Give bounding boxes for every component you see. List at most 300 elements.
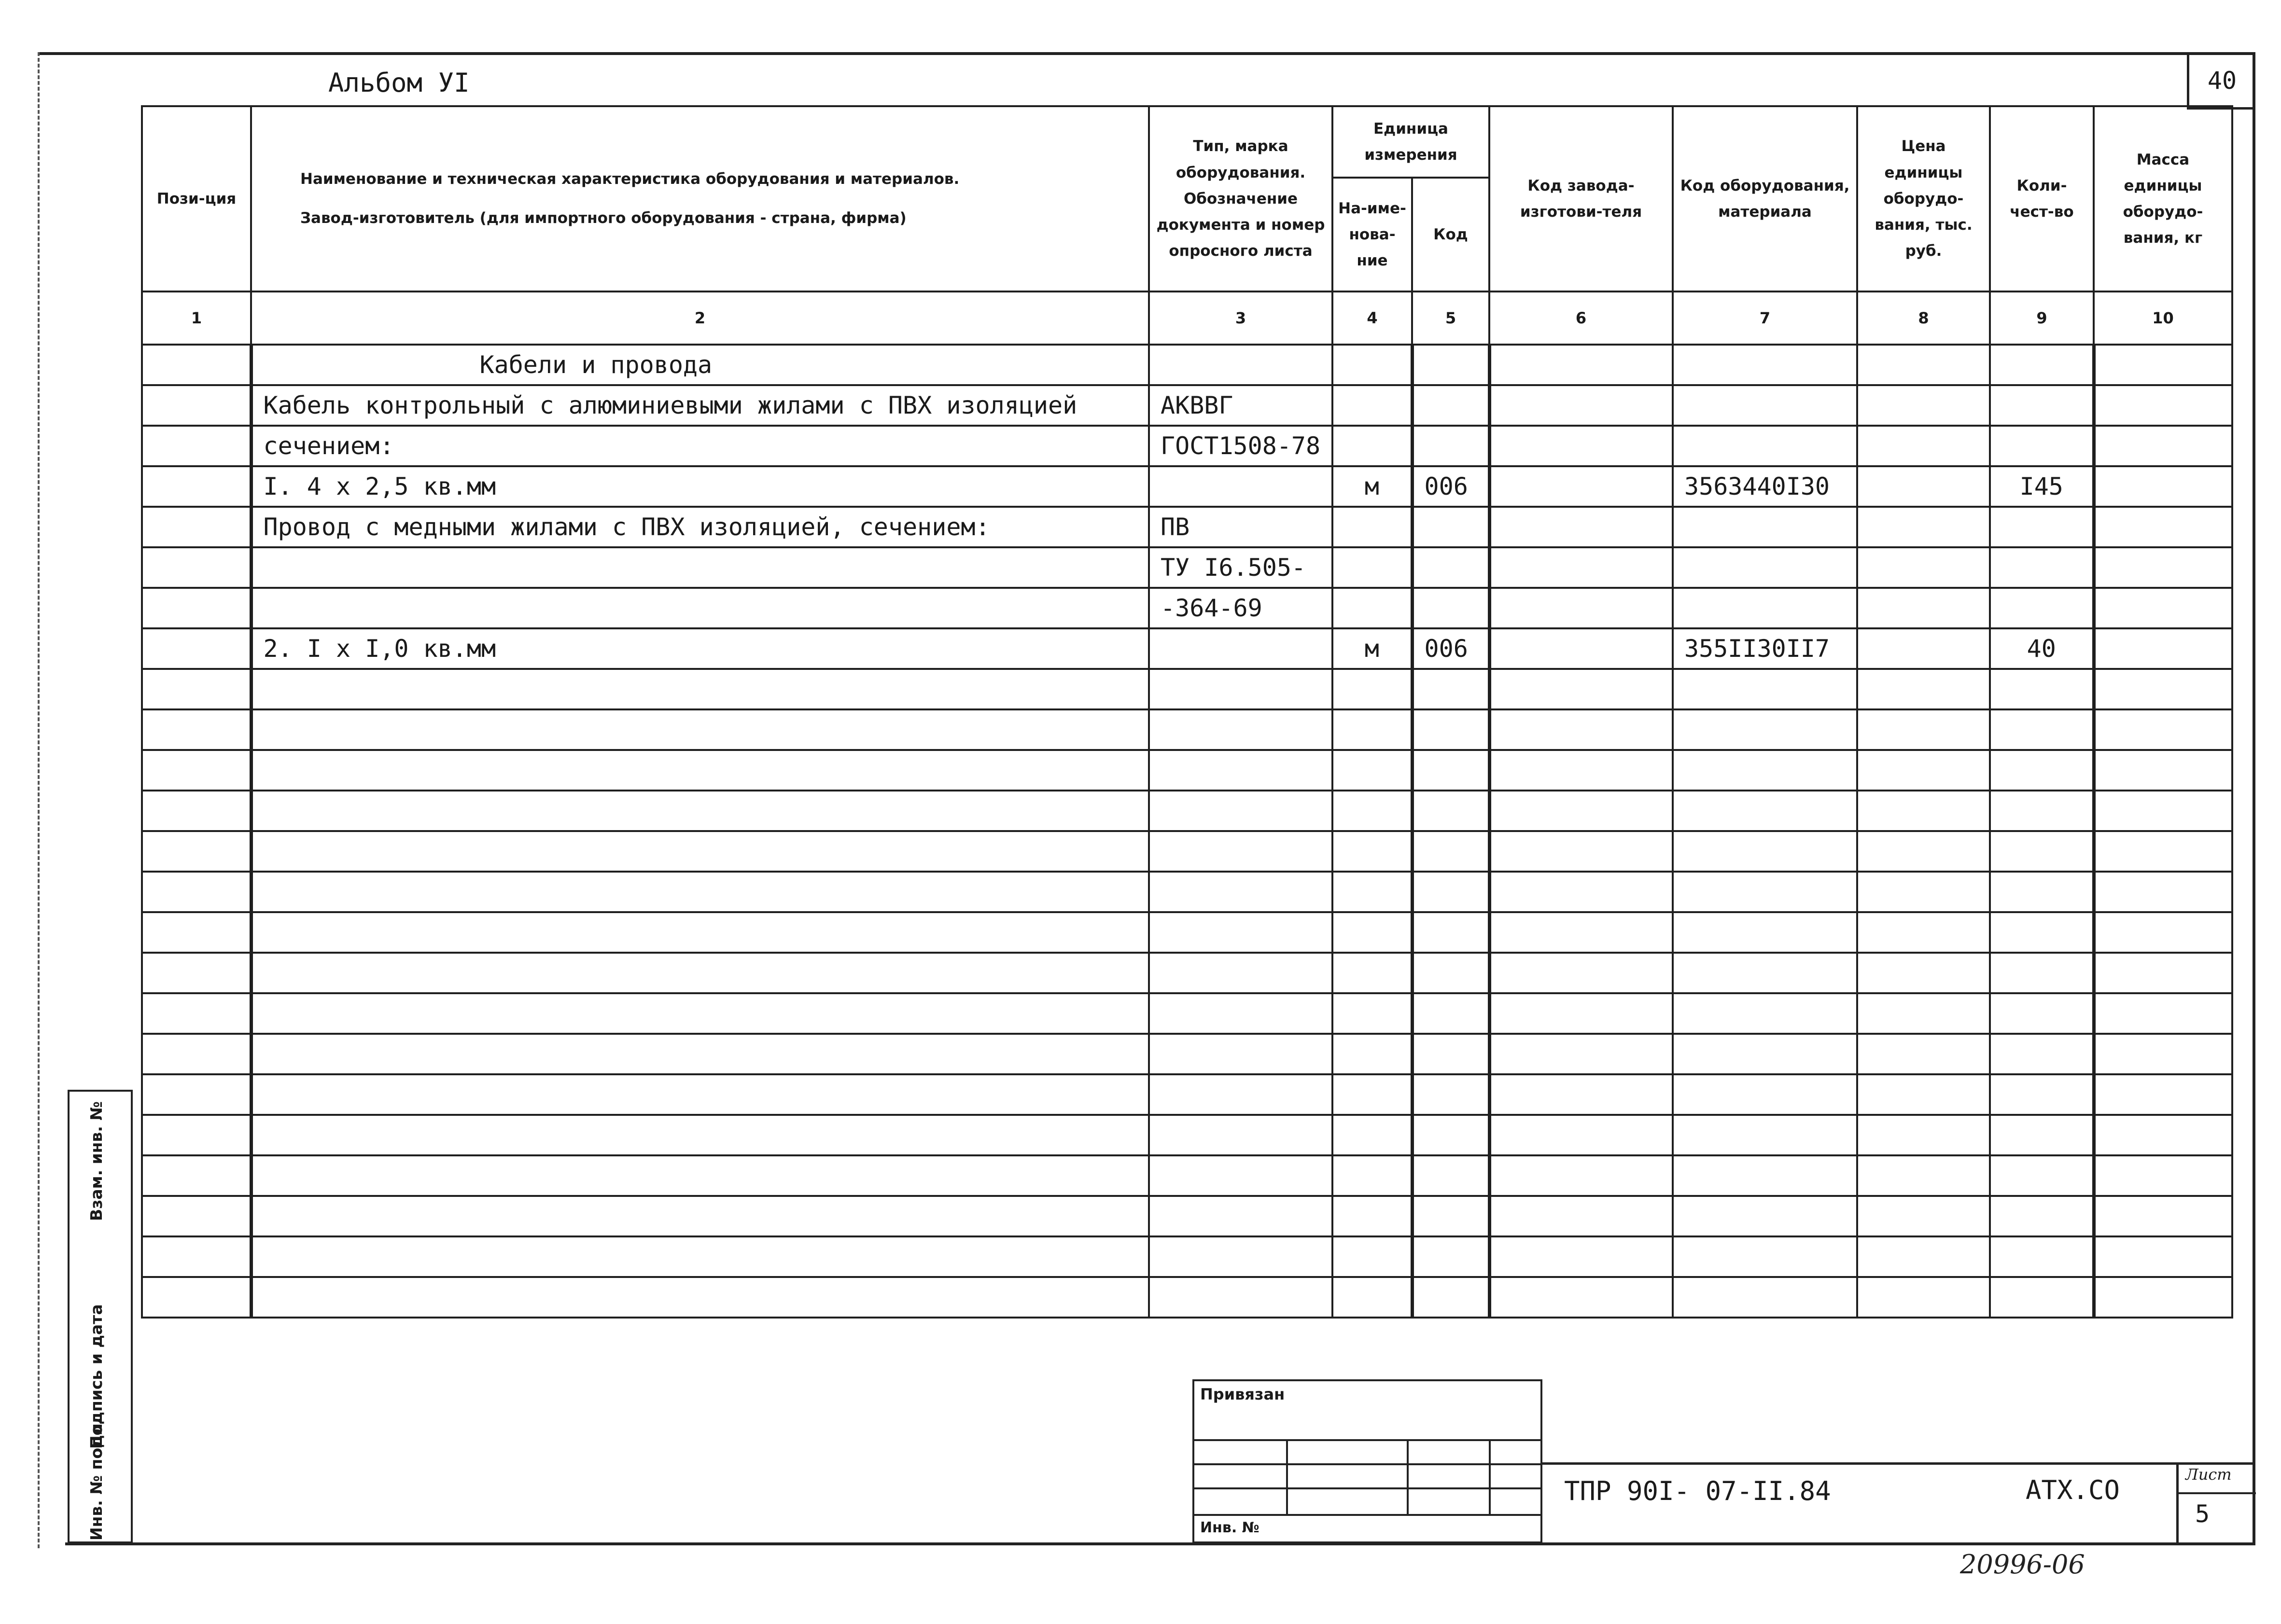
table-cell bbox=[1489, 750, 1673, 791]
table-cell bbox=[1149, 345, 1332, 385]
table-cell: Кабели и провода bbox=[251, 345, 1149, 385]
table-cell bbox=[142, 750, 251, 791]
table-cell bbox=[251, 669, 1149, 709]
title-block-line bbox=[1542, 1462, 2253, 1465]
table-cell bbox=[1673, 1196, 1857, 1236]
table-cell bbox=[2094, 385, 2232, 426]
table-cell bbox=[1489, 669, 1673, 709]
table-cell: сечением: bbox=[251, 426, 1149, 466]
table-cell bbox=[251, 831, 1149, 872]
table-cell bbox=[1673, 1074, 1857, 1115]
table-cell bbox=[1412, 1277, 1489, 1318]
table-row bbox=[142, 669, 2232, 709]
album-title: Альбом УI bbox=[328, 68, 470, 98]
stamp-line bbox=[1489, 1439, 1491, 1514]
table-cell bbox=[1990, 426, 2094, 466]
table-cell bbox=[1332, 1115, 1412, 1155]
header-quantity: Коли-чест-во bbox=[1990, 106, 2094, 291]
table-cell bbox=[1673, 1155, 1857, 1196]
column-number: 7 bbox=[1673, 291, 1857, 345]
table-cell bbox=[1489, 628, 1673, 669]
table-cell bbox=[1857, 750, 1990, 791]
table-row bbox=[142, 345, 2232, 385]
table-cell bbox=[1673, 791, 1857, 831]
table-cell bbox=[1149, 1236, 1332, 1277]
table-cell bbox=[142, 588, 251, 628]
table-cell bbox=[1149, 1034, 1332, 1074]
table-cell: 006 bbox=[1412, 628, 1489, 669]
sheet-box bbox=[2176, 1462, 2253, 1544]
table-cell bbox=[1489, 872, 1673, 912]
table-cell bbox=[142, 547, 251, 588]
table-cell: I. 4 х 2,5 кв.мм bbox=[251, 466, 1149, 507]
table-cell bbox=[2094, 507, 2232, 547]
table-cell bbox=[1857, 628, 1990, 669]
table-cell bbox=[1332, 872, 1412, 912]
table-cell bbox=[1149, 912, 1332, 953]
table-cell bbox=[1990, 507, 2094, 547]
table-cell bbox=[1412, 912, 1489, 953]
table-row bbox=[142, 1196, 2232, 1236]
table-row bbox=[142, 709, 2232, 750]
column-number: 2 bbox=[251, 291, 1149, 345]
table-cell bbox=[1332, 669, 1412, 709]
table-cell bbox=[1332, 385, 1412, 426]
table-cell bbox=[1673, 1277, 1857, 1318]
table-cell bbox=[1489, 1155, 1673, 1196]
table-cell bbox=[1673, 993, 1857, 1034]
table-cell bbox=[1149, 1074, 1332, 1115]
table-cell bbox=[1489, 953, 1673, 993]
table-cell bbox=[1673, 547, 1857, 588]
table-cell bbox=[1857, 1277, 1990, 1318]
stamp-line bbox=[1286, 1439, 1288, 1514]
table-cell bbox=[1857, 669, 1990, 709]
table-cell bbox=[251, 709, 1149, 750]
table-cell bbox=[1332, 912, 1412, 953]
table-cell bbox=[1857, 1034, 1990, 1074]
table-cell bbox=[1857, 953, 1990, 993]
table-cell bbox=[1149, 791, 1332, 831]
table-cell bbox=[2094, 1196, 2232, 1236]
table-cell bbox=[1673, 872, 1857, 912]
table-cell bbox=[1412, 993, 1489, 1034]
table-cell bbox=[142, 872, 251, 912]
table-cell bbox=[2094, 750, 2232, 791]
table-cell bbox=[1489, 831, 1673, 872]
table-cell bbox=[2094, 831, 2232, 872]
table-cell bbox=[142, 1034, 251, 1074]
column-number: 6 bbox=[1489, 291, 1673, 345]
table-cell bbox=[1332, 507, 1412, 547]
table-cell bbox=[1412, 872, 1489, 912]
table-cell bbox=[251, 750, 1149, 791]
table-header-row bbox=[142, 106, 2232, 178]
specification-table bbox=[141, 105, 2233, 1319]
table-cell bbox=[251, 1115, 1149, 1155]
table-cell bbox=[142, 953, 251, 993]
table-cell bbox=[142, 912, 251, 953]
table-cell bbox=[1857, 831, 1990, 872]
table-cell bbox=[1990, 831, 2094, 872]
table-cell bbox=[1332, 426, 1412, 466]
table-cell bbox=[1673, 709, 1857, 750]
table-cell bbox=[1412, 1074, 1489, 1115]
table-cell bbox=[1149, 872, 1332, 912]
sheet-box-divider bbox=[2179, 1492, 2256, 1494]
table-cell bbox=[1412, 1034, 1489, 1074]
table-cell bbox=[1489, 791, 1673, 831]
table-cell bbox=[1489, 588, 1673, 628]
table-row bbox=[142, 750, 2232, 791]
table-cell bbox=[1990, 1196, 2094, 1236]
side-stamp-strip bbox=[68, 1090, 133, 1543]
table-cell bbox=[1990, 953, 2094, 993]
table-cell bbox=[1990, 1034, 2094, 1074]
table-cell bbox=[251, 912, 1149, 953]
document-designation: АТХ.СО bbox=[2026, 1475, 2120, 1505]
table-cell bbox=[1412, 426, 1489, 466]
table-cell bbox=[142, 993, 251, 1034]
table-cell bbox=[1412, 345, 1489, 385]
table-cell bbox=[1149, 1115, 1332, 1155]
table-cell bbox=[1990, 1074, 2094, 1115]
page-number: 40 bbox=[2187, 54, 2255, 110]
header-type: Тип, марка оборудования. Обозначение документа и номер опросного листа bbox=[1149, 106, 1332, 291]
header-name-line1: Наименование и техническая характеристика оборудования и материалов. bbox=[300, 170, 960, 188]
table-cell bbox=[142, 426, 251, 466]
table-cell: 3563440I30 bbox=[1673, 466, 1857, 507]
table-cell bbox=[142, 1277, 251, 1318]
table-cell bbox=[1990, 750, 2094, 791]
table-cell bbox=[1857, 507, 1990, 547]
table-cell bbox=[2094, 993, 2232, 1034]
table-row bbox=[142, 588, 2232, 628]
table-row bbox=[142, 1034, 2232, 1074]
table-cell bbox=[1673, 1115, 1857, 1155]
table-cell bbox=[1857, 709, 1990, 750]
table-cell bbox=[1149, 750, 1332, 791]
table-cell bbox=[2094, 1236, 2232, 1277]
table-cell bbox=[1149, 1277, 1332, 1318]
table-cell bbox=[2094, 588, 2232, 628]
table-cell bbox=[1332, 831, 1412, 872]
table-cell bbox=[1489, 1115, 1673, 1155]
table-cell bbox=[2094, 547, 2232, 588]
table-cell bbox=[142, 628, 251, 669]
table-cell bbox=[251, 1196, 1149, 1236]
table-cell bbox=[2094, 791, 2232, 831]
table-cell bbox=[142, 1155, 251, 1196]
table-cell bbox=[2094, 1277, 2232, 1318]
table-cell: ГОСТ1508-78 bbox=[1149, 426, 1332, 466]
table-cell bbox=[1412, 750, 1489, 791]
table-cell bbox=[1489, 1236, 1673, 1277]
table-cell bbox=[251, 953, 1149, 993]
frame-right-border bbox=[2253, 52, 2255, 1543]
table-cell bbox=[1412, 1155, 1489, 1196]
table-cell: ПВ bbox=[1149, 507, 1332, 547]
table-cell bbox=[1990, 912, 2094, 953]
header-mass: Масса единицы оборудо-вания, кг bbox=[2094, 106, 2232, 291]
table-cell bbox=[2094, 1155, 2232, 1196]
table-cell bbox=[2094, 669, 2232, 709]
table-cell bbox=[251, 872, 1149, 912]
header-name-line2: Завод-изготовитель (для импортного оборудования - страна, фирма) bbox=[300, 209, 907, 227]
table-cell bbox=[1412, 791, 1489, 831]
header-equipment-code: Код оборудования, материала bbox=[1673, 106, 1857, 291]
table-cell bbox=[1412, 588, 1489, 628]
table-cell bbox=[1412, 831, 1489, 872]
table-cell bbox=[1990, 385, 2094, 426]
binding-stamp bbox=[1192, 1379, 1542, 1543]
document-code: ТПР 90I- 07-II.84 bbox=[1564, 1476, 1831, 1506]
table-cell bbox=[1332, 345, 1412, 385]
table-cell bbox=[1412, 1115, 1489, 1155]
table-cell bbox=[1990, 1277, 2094, 1318]
table-cell bbox=[2094, 466, 2232, 507]
table-cell bbox=[1149, 466, 1332, 507]
table-cell bbox=[1857, 1155, 1990, 1196]
table-cell bbox=[1990, 1115, 2094, 1155]
table-cell bbox=[1332, 1277, 1412, 1318]
table-cell bbox=[142, 791, 251, 831]
table-cell bbox=[142, 669, 251, 709]
table-cell bbox=[1990, 993, 2094, 1034]
table-row bbox=[142, 1115, 2232, 1155]
table-cell: 40 bbox=[1990, 628, 2094, 669]
header-unit-group: Единица измерения bbox=[1332, 106, 1489, 178]
stamp-inv-label: Инв. № bbox=[1200, 1519, 1259, 1536]
table-cell bbox=[1673, 669, 1857, 709]
table-cell bbox=[1990, 791, 2094, 831]
table-cell bbox=[142, 1196, 251, 1236]
table-cell bbox=[251, 1074, 1149, 1115]
table-row bbox=[142, 628, 2232, 669]
table-row bbox=[142, 993, 2232, 1034]
table-cell bbox=[1857, 993, 1990, 1034]
table-cell bbox=[1673, 426, 1857, 466]
side-label-replace-inv: Взам. инв. № bbox=[87, 1101, 106, 1221]
table-cell bbox=[1489, 466, 1673, 507]
table-cell bbox=[1412, 385, 1489, 426]
table-cell bbox=[2094, 872, 2232, 912]
table-cell bbox=[1489, 1277, 1673, 1318]
table-cell bbox=[142, 345, 251, 385]
table-cell: Провод с медными жилами с ПВХ изоляцией, сечением: bbox=[251, 507, 1149, 547]
table-cell bbox=[1489, 912, 1673, 953]
table-cell bbox=[1489, 993, 1673, 1034]
table-cell bbox=[2094, 345, 2232, 385]
table-cell bbox=[1857, 385, 1990, 426]
table-cell bbox=[1857, 1236, 1990, 1277]
table-row bbox=[142, 1277, 2232, 1318]
table-cell bbox=[1489, 1074, 1673, 1115]
table-cell bbox=[1673, 912, 1857, 953]
column-number: 10 bbox=[2094, 291, 2232, 345]
table-cell bbox=[1990, 547, 2094, 588]
table-cell bbox=[1857, 1115, 1990, 1155]
table-cell bbox=[1412, 669, 1489, 709]
frame-top-border bbox=[38, 52, 2253, 55]
table-cell bbox=[1990, 709, 2094, 750]
table-cell bbox=[142, 831, 251, 872]
table-cell bbox=[251, 1277, 1149, 1318]
table-cell bbox=[142, 1236, 251, 1277]
table-cell bbox=[251, 993, 1149, 1034]
table-cell bbox=[1332, 1034, 1412, 1074]
table-cell bbox=[1673, 750, 1857, 791]
table-row bbox=[142, 953, 2232, 993]
table-row bbox=[142, 1074, 2232, 1115]
stamp-line bbox=[1407, 1439, 1409, 1514]
table-cell bbox=[1412, 507, 1489, 547]
table-cell: 2. I х I,0 кв.мм bbox=[251, 628, 1149, 669]
table-cell bbox=[1857, 426, 1990, 466]
table-cell bbox=[1332, 953, 1412, 993]
table-row bbox=[142, 1236, 2232, 1277]
column-number-row bbox=[142, 291, 2232, 345]
table-cell bbox=[2094, 426, 2232, 466]
table-row bbox=[142, 1155, 2232, 1196]
table-cell bbox=[1857, 1196, 1990, 1236]
table-cell bbox=[1857, 1074, 1990, 1115]
table-cell bbox=[1412, 1236, 1489, 1277]
table-row bbox=[142, 912, 2232, 953]
table-cell bbox=[142, 709, 251, 750]
table-cell bbox=[251, 1236, 1149, 1277]
table-cell: 006 bbox=[1412, 466, 1489, 507]
table-row bbox=[142, 507, 2232, 547]
table-cell: ТУ I6.505- bbox=[1149, 547, 1332, 588]
table-cell bbox=[1857, 345, 1990, 385]
stamp-line bbox=[1194, 1514, 1542, 1516]
table-cell bbox=[1412, 709, 1489, 750]
table-cell bbox=[1489, 1034, 1673, 1074]
column-number: 4 bbox=[1332, 291, 1412, 345]
frame-left-border bbox=[38, 52, 40, 1548]
table-cell bbox=[1332, 588, 1412, 628]
table-cell bbox=[2094, 709, 2232, 750]
table-cell bbox=[1673, 507, 1857, 547]
table-cell bbox=[1149, 709, 1332, 750]
column-number: 3 bbox=[1149, 291, 1332, 345]
table-cell bbox=[2094, 912, 2232, 953]
table-cell bbox=[1990, 345, 2094, 385]
table-cell bbox=[1332, 791, 1412, 831]
table-cell bbox=[1489, 426, 1673, 466]
table-cell bbox=[1332, 1155, 1412, 1196]
table-cell bbox=[142, 385, 251, 426]
table-row bbox=[142, 385, 2232, 426]
table-cell bbox=[1489, 507, 1673, 547]
table-cell: АКВВГ bbox=[1149, 385, 1332, 426]
table-cell bbox=[1332, 1236, 1412, 1277]
table-cell bbox=[2094, 628, 2232, 669]
stamp-title: Привязан bbox=[1200, 1385, 1285, 1403]
sheet-label: Лист bbox=[2185, 1465, 2232, 1484]
table-cell: м bbox=[1332, 466, 1412, 507]
table-cell bbox=[1990, 588, 2094, 628]
table-cell bbox=[1673, 588, 1857, 628]
table-cell bbox=[1332, 993, 1412, 1034]
table-cell bbox=[2094, 1074, 2232, 1115]
table-cell bbox=[1332, 750, 1412, 791]
table-cell bbox=[1332, 547, 1412, 588]
table-cell bbox=[1149, 953, 1332, 993]
table-cell bbox=[2094, 1034, 2232, 1074]
table-cell bbox=[1673, 1034, 1857, 1074]
table-cell bbox=[1149, 831, 1332, 872]
sheet-number: 5 bbox=[2195, 1500, 2210, 1528]
column-number: 5 bbox=[1412, 291, 1489, 345]
table-row bbox=[142, 426, 2232, 466]
table-row bbox=[142, 547, 2232, 588]
table-cell bbox=[1149, 669, 1332, 709]
table-cell bbox=[1857, 466, 1990, 507]
table-cell bbox=[1489, 345, 1673, 385]
table-cell bbox=[1990, 669, 2094, 709]
header-unit-code: Код bbox=[1412, 178, 1489, 291]
header-unit-name: На-име-нова-ние bbox=[1332, 178, 1412, 291]
header-name bbox=[251, 106, 1149, 291]
table-body bbox=[142, 345, 2232, 1318]
table-cell bbox=[1332, 1196, 1412, 1236]
table-cell bbox=[1857, 547, 1990, 588]
column-number: 1 bbox=[142, 291, 251, 345]
table-cell: I45 bbox=[1990, 466, 2094, 507]
table-cell bbox=[142, 466, 251, 507]
table-cell bbox=[142, 507, 251, 547]
table-cell bbox=[1489, 709, 1673, 750]
table-cell bbox=[1149, 1155, 1332, 1196]
side-label-inv-orig: Инв. № подл. bbox=[87, 1417, 106, 1541]
frame-bottom-border bbox=[65, 1542, 2255, 1545]
table-cell bbox=[1149, 1196, 1332, 1236]
table-cell bbox=[1857, 588, 1990, 628]
table-row bbox=[142, 791, 2232, 831]
table-cell bbox=[1990, 872, 2094, 912]
table-cell: м bbox=[1332, 628, 1412, 669]
table-cell bbox=[1332, 1074, 1412, 1115]
table-cell bbox=[2094, 953, 2232, 993]
table-cell bbox=[1412, 547, 1489, 588]
table-cell: 355II30II7 bbox=[1673, 628, 1857, 669]
table-cell bbox=[1673, 1236, 1857, 1277]
header-position: Пози-ция bbox=[142, 106, 251, 291]
table-cell bbox=[1149, 993, 1332, 1034]
table-cell bbox=[142, 1115, 251, 1155]
handwritten-number: 20996-06 bbox=[1960, 1549, 2085, 1580]
table-cell bbox=[1673, 385, 1857, 426]
table-cell bbox=[1412, 953, 1489, 993]
table-cell bbox=[1857, 872, 1990, 912]
table-row bbox=[142, 466, 2232, 507]
table-cell bbox=[251, 547, 1149, 588]
table-cell bbox=[251, 791, 1149, 831]
table-cell bbox=[1149, 628, 1332, 669]
header-price: Цена единицы оборудо-вания, тыс. руб. bbox=[1857, 106, 1990, 291]
column-number: 8 bbox=[1857, 291, 1990, 345]
header-factory-code: Код завода-изготови-теля bbox=[1489, 106, 1673, 291]
table-row bbox=[142, 831, 2232, 872]
table-cell bbox=[1332, 709, 1412, 750]
table-cell bbox=[1990, 1236, 2094, 1277]
table-cell bbox=[251, 1155, 1149, 1196]
table-cell bbox=[142, 1074, 251, 1115]
side-label-signature-date: Подпись и дата bbox=[87, 1304, 106, 1449]
table-cell bbox=[251, 588, 1149, 628]
